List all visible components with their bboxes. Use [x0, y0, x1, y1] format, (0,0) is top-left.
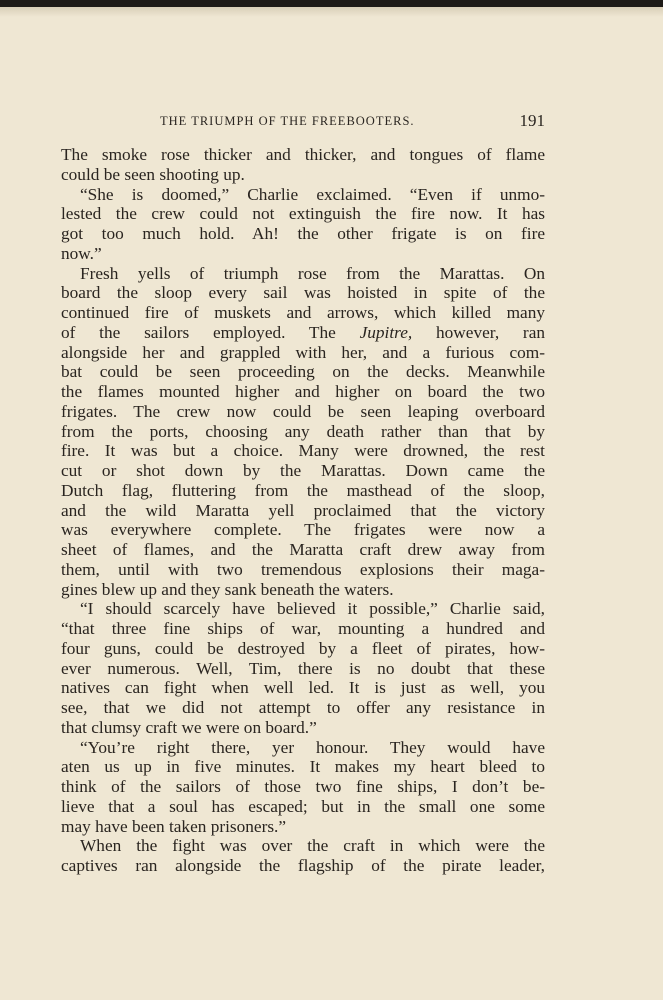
text-line: board the sloop every sail was hoisted in spite of the: [61, 283, 545, 303]
text-line: aten us up in five minutes. It makes my heart bleed to: [61, 757, 545, 777]
text-line: them, until with two tremendous explosions their maga-: [61, 559, 545, 579]
text-line: that clumsy craft we were on board.”: [61, 717, 317, 737]
text-line-segment: of the sailors employed. The: [61, 322, 360, 342]
text-line: could be seen shooting up.: [61, 164, 245, 184]
text-line: Dutch flag, fluttering from the masthead of the sloop,: [61, 480, 545, 500]
ship-name-italic: Jupitre,: [359, 322, 413, 342]
text-line: natives can fight when well led. It is just as well, you: [61, 678, 545, 698]
page-number: 191: [519, 111, 545, 130]
text-line: bat could be seen proceeding on the decks. Meanwhile: [61, 362, 545, 382]
text-line: now.”: [61, 243, 102, 263]
text-line: think of the sailors of those two fine ships, I don’t be-: [61, 777, 545, 796]
text-line: lieve that a soul has escaped; but in the small one some: [61, 796, 545, 816]
text-line: fire. It was but a choice. Many were drowned, the rest: [61, 441, 545, 461]
text-line: “that three fine ships of war, mounting a hundred and: [61, 619, 545, 638]
text-line: captives ran alongside the flagship of the pirate leader,: [61, 856, 545, 875]
text-line: the flames mounted higher and higher on board the two: [61, 382, 545, 401]
text-line: frigates. The crew now could be seen leaping overboard: [61, 401, 545, 421]
text-line: “You’re right there, yer honour. They would have: [80, 737, 545, 757]
text-line-segment: however, ran: [412, 322, 545, 342]
text-line: sheet of flames, and the Maratta craft drew away from: [61, 540, 545, 559]
text-line: alongside her and grappled with her, and a furious com-: [61, 342, 545, 362]
running-title: THE TRIUMPH OF THE FREEBOOTERS.: [160, 114, 415, 128]
text-line: and the wild Maratta yell proclaimed that the victory: [61, 500, 545, 520]
text-line: When the fight was over the craft in which were the: [80, 836, 545, 856]
text-line: “I should scarcely have believed it possible,” Charlie said,: [80, 599, 545, 619]
text-line: got too much hold. Ah! the other frigate is on fire: [61, 224, 545, 243]
text-line: four guns, could be destroyed by a fleet of pirates, how-: [61, 638, 545, 658]
text-line: lested the crew could not extinguish the fire now. It has: [61, 204, 545, 224]
text-line: Fresh yells of triumph rose from the Marattas. On: [80, 263, 545, 283]
text-line: continued fire of muskets and arrows, which killed many: [61, 303, 545, 322]
text-line: “She is doomed,” Charlie exclaimed. “Even if unmo-: [80, 184, 545, 204]
text-line: may have been taken prisoners.”: [61, 816, 287, 836]
text-line: see, that we did not attempt to offer any resistance in: [61, 698, 545, 717]
text-line: from the ports, choosing any death rather than that by: [61, 421, 545, 441]
page-header: [160, 111, 545, 133]
text-line: The smoke rose thicker and thicker, and tongues of flame: [61, 145, 545, 164]
text-line: gines blew up and they sank beneath the waters.: [61, 579, 394, 599]
body-text: [61, 145, 545, 876]
text-line: [61, 323, 545, 343]
text-line: cut or shot down by the Marattas. Down came the: [61, 461, 545, 480]
text-line: ever numerous. Well, Tim, there is no doubt that these: [61, 658, 545, 678]
text-line: was everywhere complete. The frigates were now a: [61, 520, 545, 540]
